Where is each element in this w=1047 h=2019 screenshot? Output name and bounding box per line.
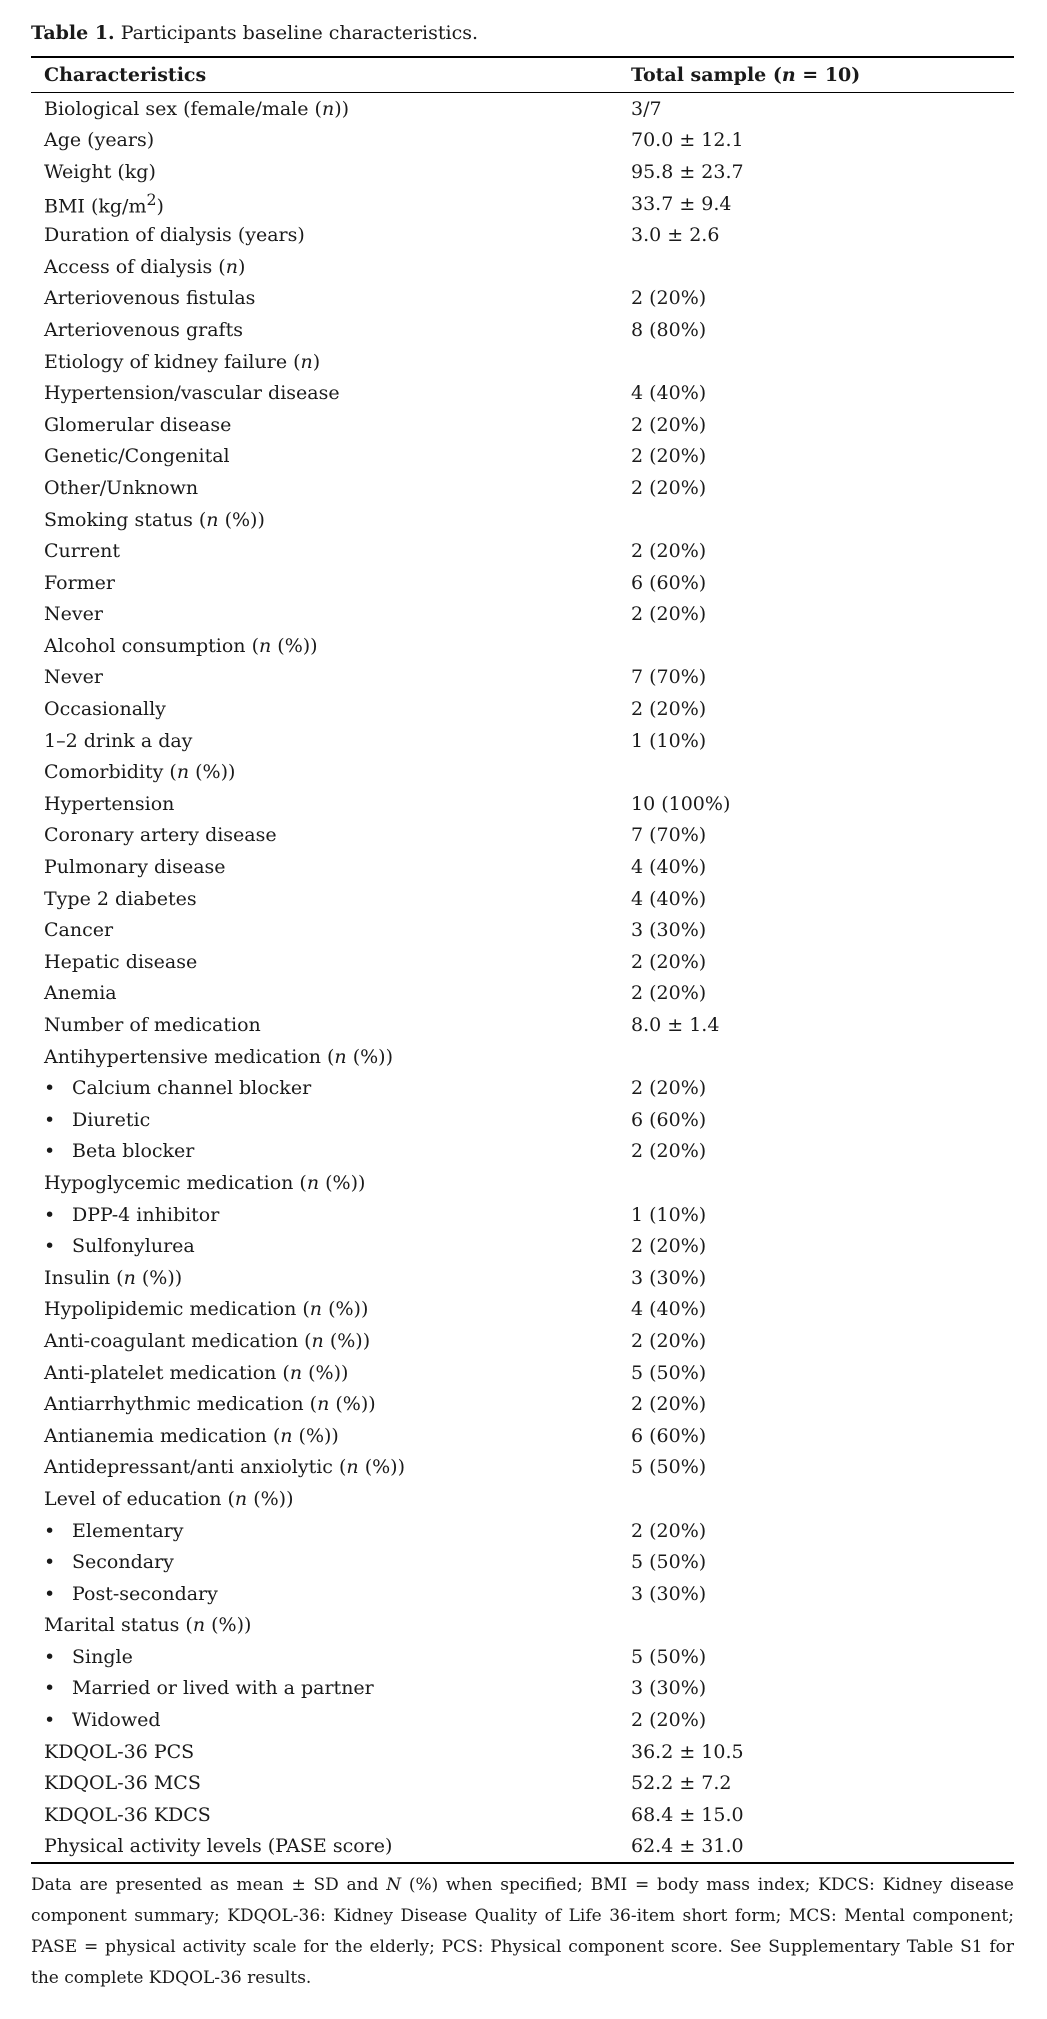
row-label (31, 1767, 631, 1799)
table-row (31, 156, 1014, 188)
row-value: 2 (20%) (631, 1393, 707, 1416)
row-value: 2 (20%) (631, 445, 707, 468)
row-label-text: Secondary (72, 1551, 174, 1574)
characteristics-table (31, 56, 1014, 1864)
bullet-icon: • (44, 1519, 56, 1542)
row-value: 4 (40%) (631, 887, 707, 910)
table-row (31, 472, 1014, 504)
table-row (31, 188, 1014, 220)
row-label-text: Physical activity levels (PASE score) (44, 1835, 393, 1858)
row-label (31, 1167, 631, 1199)
row-label-n: n (259, 634, 272, 657)
row-label-text: Calcium channel blocker (72, 1077, 312, 1100)
row-value: 2 (20%) (631, 1709, 707, 1732)
row-value: 2 (20%) (631, 1235, 707, 1258)
row-label (31, 346, 631, 378)
row-label-text: Never (44, 666, 103, 689)
row-value (631, 1041, 1014, 1073)
row-label-pre: Marital status ( (44, 1614, 193, 1637)
table-row (31, 314, 1014, 346)
row-value: 4 (40%) (631, 1298, 707, 1321)
table-footnote (31, 1870, 1014, 1994)
row-label (31, 725, 631, 757)
row-label-n: n (311, 1329, 324, 1352)
row-label (31, 1388, 631, 1420)
row-label-n: n (206, 508, 219, 531)
footnote-n: N (386, 1875, 402, 1896)
table-row (31, 1167, 1014, 1199)
row-value: 36.2 ± 10.5 (631, 1740, 744, 1763)
footnote-pre: Data are presented as mean ± SD and (31, 1875, 387, 1896)
row-label (31, 567, 631, 599)
row-label-text: KDQOL-36 KDCS (44, 1803, 211, 1826)
table-row (31, 1515, 1014, 1547)
row-label-post: (%)) (329, 1393, 376, 1416)
row-label (31, 1641, 631, 1673)
row-value: 3/7 (631, 97, 662, 120)
row-label-post: (%)) (358, 1456, 405, 1479)
row-value: 6 (60%) (631, 1424, 707, 1447)
row-label-text: Arteriovenous grafts (44, 318, 243, 341)
row-label-post: (%)) (218, 508, 265, 531)
table-row (31, 599, 1014, 631)
row-label-n: n (321, 97, 335, 120)
row-label (31, 156, 631, 188)
bullet-icon: • (44, 1645, 56, 1668)
row-label-n: n (306, 1171, 320, 1194)
table-row (31, 125, 1014, 157)
row-label-text: DPP-4 inhibitor (72, 1203, 220, 1226)
row-label (31, 219, 631, 251)
row-label-text: Anemia (44, 982, 117, 1005)
row-value: 2 (20%) (631, 287, 707, 310)
row-label-pre: Biological sex (female/male ( (44, 97, 322, 120)
table-row (31, 1199, 1014, 1231)
row-label (31, 93, 631, 125)
row-label-n: n (225, 255, 238, 278)
row-value: 2 (20%) (631, 603, 707, 626)
row-label-n: n (234, 1487, 248, 1510)
row-label (31, 1294, 631, 1326)
row-label-post: ) (312, 350, 321, 373)
table-row (31, 820, 1014, 852)
row-label-post: (%)) (292, 1424, 339, 1447)
bullet-icon: • (44, 1077, 56, 1100)
table-row (31, 1736, 1014, 1768)
row-value: 5 (50%) (631, 1456, 707, 1479)
row-label-pre: Alcohol consumption ( (44, 634, 259, 657)
row-value: 8.0 ± 1.4 (631, 1014, 720, 1037)
row-label-pre: Smoking status ( (44, 508, 207, 531)
row-value: 2 (20%) (631, 1519, 707, 1542)
row-label (31, 1673, 631, 1705)
row-label (31, 820, 631, 852)
row-value: 8 (80%) (631, 318, 707, 341)
header-total-sample-suffix: = 10) (795, 64, 861, 86)
table-header-row (31, 57, 1014, 93)
row-value: 2 (20%) (631, 413, 707, 436)
row-label-text: Sulfonylurea (72, 1235, 195, 1258)
row-value (631, 346, 1014, 378)
row-value: 62.4 ± 31.0 (631, 1831, 1014, 1864)
table-row (31, 1799, 1014, 1831)
row-value: 6 (60%) (631, 571, 707, 594)
row-label-text: Beta blocker (72, 1140, 195, 1163)
table-row (31, 630, 1014, 662)
table-row (31, 1831, 1014, 1864)
row-label-post: (%)) (247, 1487, 294, 1510)
row-label-text: Glomerular disease (44, 413, 232, 436)
row-label-text: KDQOL-36 PCS (44, 1740, 195, 1763)
row-value (631, 1167, 1014, 1199)
row-value: 2 (20%) (631, 950, 707, 973)
row-value: 4 (40%) (631, 856, 707, 879)
table-row (31, 93, 1014, 125)
bullet-icon: • (44, 1677, 56, 1700)
row-label (31, 1104, 631, 1136)
row-label (31, 1325, 631, 1357)
bullet-icon: • (44, 1709, 56, 1732)
row-value: 2 (20%) (631, 698, 707, 721)
row-label (31, 504, 631, 536)
table-row (31, 1767, 1014, 1799)
table-row (31, 1041, 1014, 1073)
row-value: 3 (30%) (631, 1677, 707, 1700)
table-row (31, 1230, 1014, 1262)
row-label-text: Age (years) (44, 129, 155, 152)
row-value: 52.2 ± 7.2 (631, 1772, 732, 1795)
row-label-n: n (176, 761, 190, 784)
row-value (631, 1483, 1014, 1515)
row-label-post: (%)) (319, 1171, 366, 1194)
row-label-pre: Etiology of kidney failure ( (44, 350, 301, 373)
row-label-text: Type 2 diabetes (44, 887, 197, 910)
row-value: 3 (30%) (631, 919, 707, 942)
row-label (31, 1230, 631, 1262)
row-label-pre: Anti-platelet medication ( (44, 1361, 290, 1384)
row-label (31, 1452, 631, 1484)
table-row (31, 409, 1014, 441)
row-label-text: Post-secondary (72, 1582, 218, 1605)
row-label (31, 946, 631, 978)
row-label (31, 1799, 631, 1831)
row-label-text: Other/Unknown (44, 476, 199, 499)
table-row (31, 251, 1014, 283)
table-row (31, 1641, 1014, 1673)
table-row (31, 219, 1014, 251)
row-label-n: n (309, 1298, 323, 1321)
header-total-sample-n: n (781, 64, 796, 86)
row-label (31, 125, 631, 157)
row-value: 5 (50%) (631, 1645, 707, 1668)
row-value (631, 504, 1014, 536)
row-label (31, 1546, 631, 1578)
row-label (31, 693, 631, 725)
row-value: 6 (60%) (631, 1108, 707, 1131)
row-label-pre: Hypoglycemic medication ( (44, 1171, 307, 1194)
row-label (31, 1483, 631, 1515)
header-total-sample-prefix: Total sample ( (631, 64, 782, 86)
row-label (31, 441, 631, 473)
row-label (31, 883, 631, 915)
row-label-pre: Level of education ( (44, 1487, 235, 1510)
header-characteristics: Characteristics (31, 57, 631, 93)
row-label-text: Hypertension/vascular disease (44, 382, 340, 405)
row-label-text: Cancer (44, 919, 114, 942)
row-label-post: (%)) (271, 634, 318, 657)
row-value: 7 (70%) (631, 824, 707, 847)
row-value: 2 (20%) (631, 540, 707, 563)
row-label (31, 662, 631, 694)
row-value: 7 (70%) (631, 666, 707, 689)
row-label (31, 1704, 631, 1736)
row-value: 33.7 ± 9.4 (631, 192, 732, 215)
table-row (31, 504, 1014, 536)
table-row (31, 1452, 1014, 1484)
row-label-text: BMI (kg/m (44, 195, 147, 218)
row-label-pre: Antihypertensive medication ( (44, 1045, 335, 1068)
row-label-text: Widowed (72, 1709, 161, 1732)
row-label-pre: Access of dialysis ( (44, 255, 226, 278)
row-label-pre: Antiarrhythmic medication ( (44, 1393, 318, 1416)
row-label-text: Duration of dialysis (years) (44, 224, 305, 247)
table-row (31, 1104, 1014, 1136)
table-row (31, 1136, 1014, 1168)
row-label (31, 1072, 631, 1104)
row-label-pre: Hypolipidemic medication ( (44, 1298, 310, 1321)
table-row (31, 377, 1014, 409)
row-value: 3 (30%) (631, 1266, 707, 1289)
table-caption (31, 20, 1016, 46)
row-label-text: Married or lived with a partner (72, 1677, 374, 1700)
row-label (31, 978, 631, 1010)
table-caption-text: Participants baseline characteristics. (114, 22, 478, 44)
table-row (31, 1610, 1014, 1642)
table-row (31, 978, 1014, 1010)
row-label-post: )) (334, 97, 350, 120)
row-label-n: n (280, 1424, 293, 1447)
row-value: 70.0 ± 12.1 (631, 129, 744, 152)
row-label-post: (%)) (322, 1298, 369, 1321)
row-label (31, 1515, 631, 1547)
row-label (31, 1831, 631, 1864)
row-label-post: ) (156, 195, 164, 218)
table-row (31, 1357, 1014, 1389)
table-row (31, 1546, 1014, 1578)
row-label-post: (%)) (189, 761, 236, 784)
row-value: 2 (20%) (631, 1140, 707, 1163)
row-label-n: n (317, 1393, 330, 1416)
row-label (31, 283, 631, 315)
row-label (31, 472, 631, 504)
row-value: 2 (20%) (631, 1329, 707, 1352)
row-label-text: Diuretic (72, 1108, 151, 1131)
row-label (31, 1610, 631, 1642)
row-label (31, 535, 631, 567)
table-row (31, 1420, 1014, 1452)
bullet-icon: • (44, 1551, 56, 1574)
table-row (31, 662, 1014, 694)
row-value: 3.0 ± 2.6 (631, 224, 720, 247)
row-label-n: n (346, 1456, 359, 1479)
row-label (31, 630, 631, 662)
row-label-post: (%)) (205, 1614, 252, 1637)
row-label-text: Occasionally (44, 698, 166, 721)
row-label (31, 756, 631, 788)
table-row (31, 1483, 1014, 1515)
row-label-post: (%)) (302, 1361, 349, 1384)
row-label (31, 1041, 631, 1073)
row-label (31, 188, 631, 220)
row-label-text: Arteriovenous fistulas (44, 287, 256, 310)
row-label-text: Current (44, 540, 121, 563)
table-row (31, 1325, 1014, 1357)
table-row (31, 1673, 1014, 1705)
row-label-pre: Anti-coagulant medication ( (44, 1329, 312, 1352)
row-label-text: Pulmonary disease (44, 856, 226, 879)
table-row (31, 914, 1014, 946)
row-value: 3 (30%) (631, 1582, 707, 1605)
row-label-post: (%)) (323, 1329, 371, 1352)
bullet-icon: • (44, 1582, 56, 1605)
row-label (31, 314, 631, 346)
row-label-n: n (289, 1361, 303, 1384)
row-value (631, 1610, 1014, 1642)
row-label (31, 1009, 631, 1041)
row-value: 95.8 ± 23.7 (631, 160, 744, 183)
row-label-pre: Insulin ( (44, 1266, 124, 1289)
row-label-text: 1–2 drink a day (44, 729, 193, 752)
table-row (31, 1009, 1014, 1041)
row-label (31, 251, 631, 283)
row-label (31, 851, 631, 883)
row-value (631, 251, 1014, 283)
bullet-icon: • (44, 1108, 56, 1131)
row-label (31, 409, 631, 441)
row-label-post: (%)) (135, 1266, 183, 1289)
row-label-text: Number of medication (44, 1014, 261, 1037)
row-label-text: Hepatic disease (44, 950, 198, 973)
row-label-text: Elementary (72, 1519, 184, 1542)
table-row (31, 725, 1014, 757)
row-value: 5 (50%) (631, 1551, 707, 1574)
row-label (31, 599, 631, 631)
table-row (31, 1388, 1014, 1420)
row-value: 5 (50%) (631, 1361, 707, 1384)
row-value: 1 (10%) (631, 729, 707, 752)
bullet-icon: • (44, 1235, 56, 1258)
row-label-text: Hypertension (44, 792, 175, 815)
table-row (31, 851, 1014, 883)
table-row (31, 693, 1014, 725)
row-label (31, 1420, 631, 1452)
header-total-sample (631, 57, 1014, 93)
row-value: 2 (20%) (631, 1077, 707, 1100)
table-row (31, 535, 1014, 567)
row-value: 2 (20%) (631, 982, 707, 1005)
row-label (31, 1136, 631, 1168)
table-row (31, 1578, 1014, 1610)
table-body (31, 93, 1014, 1864)
row-label (31, 1262, 631, 1294)
row-label-n: n (192, 1614, 206, 1637)
row-label-text: Genetic/Congenital (44, 445, 230, 468)
row-label (31, 377, 631, 409)
row-label-text: KDQOL-36 MCS (44, 1772, 201, 1795)
row-label-superscript: 2 (146, 189, 157, 209)
row-label-n: n (300, 350, 313, 373)
row-label-n: n (334, 1045, 347, 1068)
row-label-text: Single (72, 1645, 133, 1668)
row-label-text: Former (44, 571, 116, 594)
row-label-post: (%)) (346, 1045, 393, 1068)
row-value: 2 (20%) (631, 476, 707, 499)
table-row (31, 1072, 1014, 1104)
bullet-icon: • (44, 1203, 56, 1226)
row-value: 4 (40%) (631, 382, 707, 405)
table-row (31, 567, 1014, 599)
row-label-pre: Antidepressant/anti anxiolytic ( (44, 1456, 347, 1479)
row-label-text: Coronary artery disease (44, 824, 277, 847)
table-row (31, 283, 1014, 315)
row-label-text: Never (44, 603, 103, 626)
table-caption-label: Table 1. (31, 22, 115, 44)
row-label-pre: Antianemia medication ( (44, 1424, 281, 1447)
row-label-pre: Comorbidity ( (44, 761, 177, 784)
table-row (31, 788, 1014, 820)
row-value (631, 756, 1014, 788)
row-label-post: ) (237, 255, 246, 278)
row-label-text: Weight (kg) (44, 160, 156, 183)
table-row (31, 1294, 1014, 1326)
table-row (31, 346, 1014, 378)
row-label (31, 788, 631, 820)
row-label (31, 1357, 631, 1389)
table-row (31, 756, 1014, 788)
row-label (31, 1199, 631, 1231)
row-label (31, 1736, 631, 1768)
row-value: 10 (100%) (631, 792, 731, 815)
table-row (31, 441, 1014, 473)
table-row (31, 883, 1014, 915)
row-value: 68.4 ± 15.0 (631, 1803, 744, 1826)
table-row (31, 946, 1014, 978)
row-label (31, 914, 631, 946)
row-value (631, 630, 1014, 662)
row-label-n: n (123, 1266, 136, 1289)
bullet-icon: • (44, 1140, 56, 1163)
table-row (31, 1704, 1014, 1736)
row-value: 1 (10%) (631, 1203, 707, 1226)
table-row (31, 1262, 1014, 1294)
footnote-post: (%) when specified; BMI = body mass index; KDCS: Kidney disease component summary; KDQOL-36: Kidney Disease Quality of Life 36-item short form; MCS: Mental component; PASE = physical activity scale for the elderly; PCS: Physical component score. See Supplementary Table S1 for the complete KDQOL-36 results. (31, 1875, 1014, 1989)
row-label (31, 1578, 631, 1610)
